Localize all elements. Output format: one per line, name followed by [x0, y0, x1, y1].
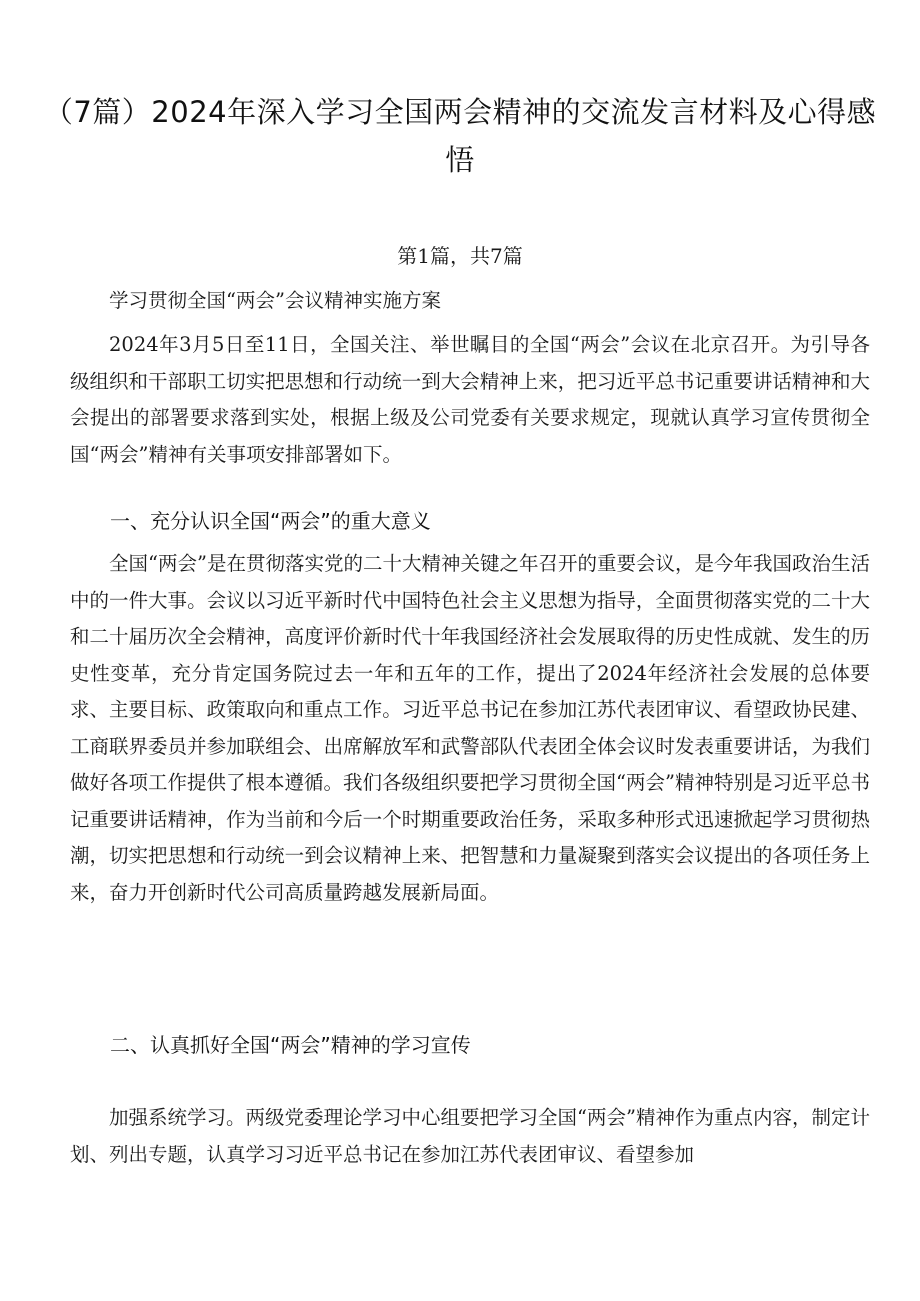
section-heading-2: 二、认真抓好全国“两会”精神的学习宣传 — [110, 1033, 471, 1057]
part-label: 第1篇，共7篇 — [397, 244, 523, 268]
document-title: （7篇）2024年深入学习全国两会精神的交流发言材料及心得感悟 — [43, 95, 877, 177]
section-heading-1: 一、充分认识全国“两会”的重大意义 — [110, 509, 431, 533]
section-paragraph-2: 加强系统学习。两级党委理论学习中心组要把学习全国“两会”精神作为重点内容，制定计划、列出专题，认真学习习近平总书记在参加江苏代表团审议、看望参加 — [70, 1106, 870, 1166]
intro-paragraph: 2024年3月5日至11日，全国关注、举世瞩目的全国“两会”会议在北京召开。为引导各级组织和干部职工切实把思想和行动统一到大会精神上来，把习近平总书记重要讲话精神和大会提出的部署要求落到实处，根据上级及公司党委有关要求规定，现就认真学习宣传贯彻全国“两会”精神有关事项安排部署如下。 — [70, 333, 870, 466]
doc-heading: 学习贯彻全国“两会”会议精神实施方案 — [109, 289, 441, 312]
section-paragraph-1: 全国“两会”是在贯彻落实党的二十大精神关键之年召开的重要会议，是今年我国政治生活中的一件大事。会议以习近平新时代中国特色社会主义思想为指导，全面贯彻落实党的二十大和二十届历次全会精神，高度评价新时代十年我国经济社会发展取得的历史性成就、发生的历史性变革，充分肯定国务院过去一年和五年的工作，提出了2024年经济社会发展的总体要求、主要目标、政策取向和重点工作。习近平总书记在参加江苏代表团审议、看望政协民建、工商联界委员并参加联组会、出席解放军和武警部队代表团全体会议时发表重要讲话，为我们做好各项工作提供了根本遵循。我们各级组织要把学习贯彻全国“两会”精神特别是习近平总书记重要讲话精神，作为当前和今后一个时期重要政治任务，采取多种形式迅速掀起学习贯彻热潮，切实把思想和行动统一到会议精神上来、把智慧和力量凝聚到落实会议提出的各项任务上来，奋力开创新时代公司高质量跨越发展新局面。 — [70, 552, 870, 904]
